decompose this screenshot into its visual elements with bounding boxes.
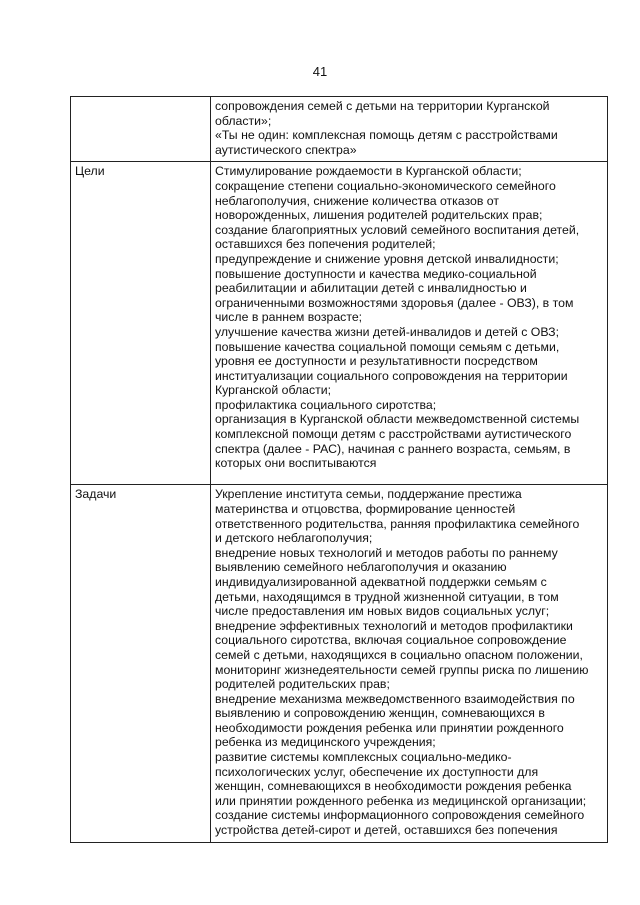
page-number: 41 <box>312 64 328 79</box>
text-line: сокращение степени социально-экономического семейного <box>215 178 556 193</box>
text-line: «Ты не один: комплексная помощь детям с расстройствами <box>215 128 558 143</box>
text-line: сопровождения семей с детьми на территории Курганской <box>215 99 550 113</box>
text-line: ребенка из медицинского учреждения; <box>215 735 436 750</box>
table-row-continuation <box>71 97 608 162</box>
text-line: и детского неблагополучия; <box>215 531 373 546</box>
text-line: родителей родительских прав; <box>215 677 390 692</box>
text-line: женщин, сомневающихся в необходимости рождения ребенка <box>215 779 572 794</box>
text-line: психологических услуг, обеспечение их доступности для <box>215 764 539 779</box>
text-line: области»; <box>215 113 272 128</box>
text-line: оставшихся без попечения родителей; <box>215 237 436 252</box>
text-line: улучшение качества жизни детей-инвалидов и детей с ОВЗ; <box>215 324 560 339</box>
text-line: ответственного родительства, ранняя профилактика семейного <box>215 516 580 531</box>
row-content-tasks <box>211 485 608 842</box>
text-line: Укрепление института семьи, поддержание престижа <box>215 487 522 502</box>
text-line: числе в раннем возрасте; <box>215 310 363 325</box>
text-line: ограниченными возможностями здоровья (далее - ОВЗ), в том <box>215 295 574 310</box>
row-label-continuation <box>71 97 211 162</box>
text-line: создание благоприятных условий семейного воспитания детей, <box>215 222 580 237</box>
text-line: которых они воспитываются <box>215 456 377 471</box>
text-line: выявлению и сопровождению женщин, сомневающихся в <box>215 706 545 721</box>
text-line: повышение доступности и качества медико-социальной <box>215 266 537 281</box>
text-line: социального сиротства, включая социальное сопровождение <box>215 633 567 648</box>
row-label-tasks: Задачи <box>71 485 211 842</box>
text-line: мониторинг жизнедеятельности семей группы риска по лишению <box>215 662 589 677</box>
text-line: реабилитации и абилитации детей с инвалидностью и <box>215 281 527 296</box>
row-label-goals: Цели <box>71 162 211 485</box>
text-line: внедрение новых технологий и методов работы по раннему <box>215 545 558 560</box>
table-row-goals <box>71 162 608 485</box>
text-line: внедрение эффективных технологий и методов профилактики <box>215 618 573 633</box>
text-line: индивидуализированной адекватной поддержки семьям с <box>215 574 547 589</box>
row-content-goals <box>211 162 608 485</box>
text-line: новорожденных, лишения родителей родительских прав; <box>215 208 543 223</box>
text-line: Курганской области; <box>215 383 332 398</box>
text-line: повышение качества социальной помощи семьям с детьми, <box>215 339 560 354</box>
text-line: устройства детей-сирот и детей, оставшихся без попечения <box>215 823 558 838</box>
text-line: необходимости рождения ребенка или принятии рожденного <box>215 720 564 735</box>
text-line: или принятии рожденного ребенка из медицинской организации; <box>215 793 587 808</box>
text-line: создание системы информационного сопровождения семейного <box>215 808 585 823</box>
text-line: предупреждение и снижение уровня детской инвалидности; <box>215 251 559 266</box>
table-row-tasks <box>71 485 608 842</box>
row-content-continuation <box>211 97 608 162</box>
text-line: комплексной помощи детям с расстройствами аутистического <box>215 427 572 442</box>
text-line: организация в Курганской области межведомственной системы <box>215 412 580 427</box>
program-passport-table <box>70 96 608 843</box>
text-line: развитие системы комплексных социально-медико- <box>215 750 512 765</box>
text-line: неблагополучия, снижение количества отказов от <box>215 193 500 208</box>
text-line: внедрение механизма межведомственного взаимодействия по <box>215 691 575 706</box>
text-line: детьми, находящимся в трудной жизненной ситуации, в том <box>215 589 559 604</box>
text-line: Стимулирование рождаемости в Курганской области; <box>215 164 522 179</box>
text-line: числе предоставления им новых видов социальных услуг; <box>215 604 550 619</box>
text-line: аутистического спектра» <box>215 142 357 157</box>
text-line: семей с детьми, находящихся в социально опасном положении, <box>215 647 583 662</box>
text-line: профилактика социального сиротства; <box>215 397 437 412</box>
text-line: институализации социального сопровождения на территории <box>215 368 568 383</box>
text-line: уровня ее доступности и результативности посредством <box>215 354 538 369</box>
text-line: выявлению семейного неблагополучия и оказанию <box>215 560 507 575</box>
text-line: материнства и отцовства, формирование ценностей <box>215 501 516 516</box>
text-line: спектра (далее - РАС), начиная с раннего возраста, семьям, в <box>215 441 571 456</box>
